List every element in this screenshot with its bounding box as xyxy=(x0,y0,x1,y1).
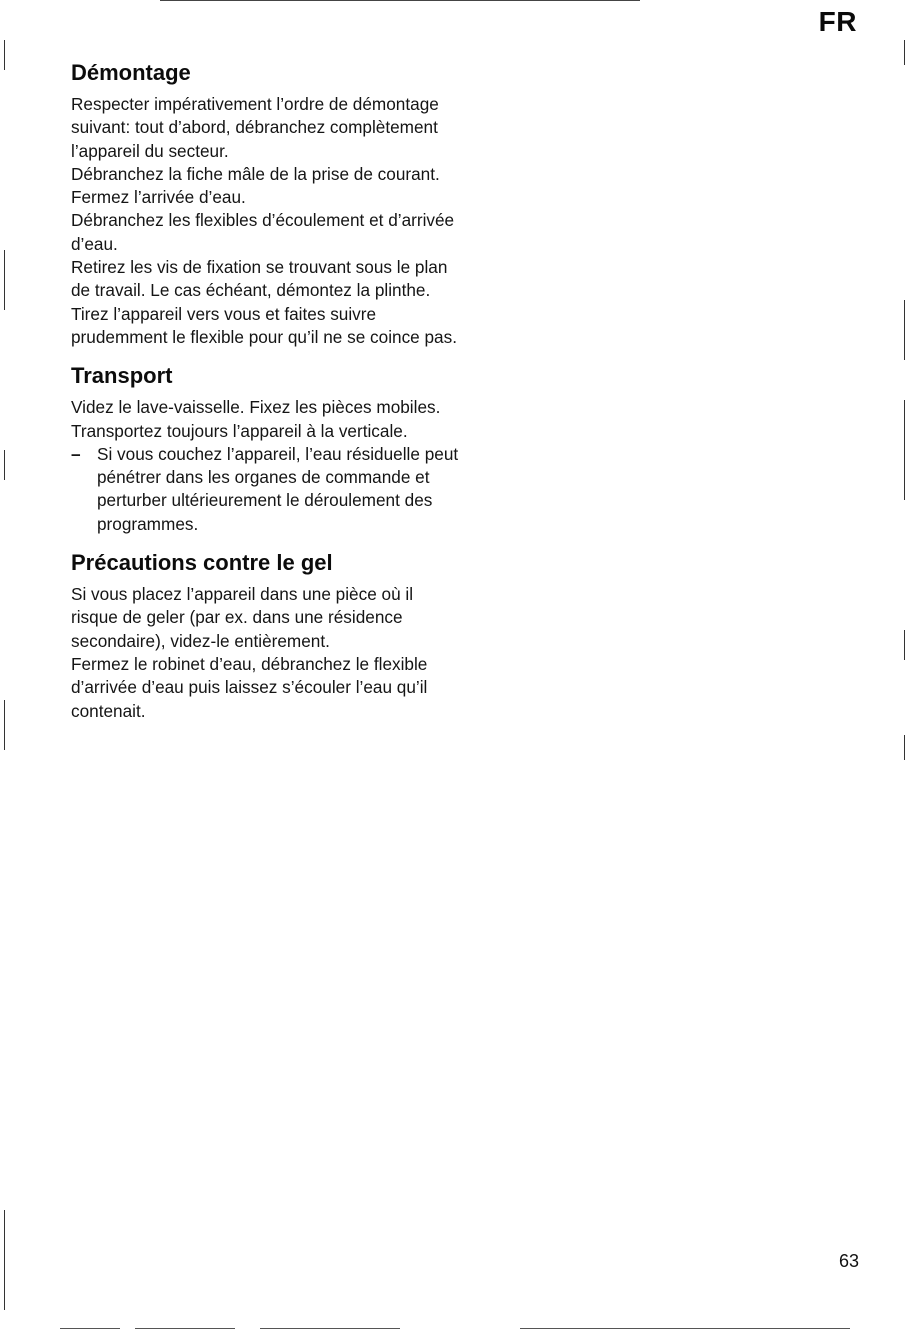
scan-margin-line xyxy=(904,40,905,65)
scan-margin-line xyxy=(904,400,905,500)
bottom-rule xyxy=(260,1328,400,1329)
bottom-rule xyxy=(520,1328,850,1329)
scan-margin-line xyxy=(4,700,5,750)
scan-margin-line xyxy=(4,450,5,480)
section-title: Démontage xyxy=(71,60,191,85)
paragraph: Respecter impérativement l’ordre de démontage suivant: tout d’abord, débranchez complètement l’appareil du secteur. xyxy=(71,94,439,161)
language-badge: FR xyxy=(818,6,857,37)
paragraph: Videz le lave-vaisselle. Fixez les pièces mobiles. Transportez toujours l’appareil à la verticale. xyxy=(71,397,441,441)
bullet-item xyxy=(71,443,461,536)
paragraph: Débranchez la fiche mâle de la prise de courant. xyxy=(71,163,440,184)
scan-margin-line xyxy=(4,250,5,310)
top-rule xyxy=(160,0,640,1)
bullet-text: Si vous couchez l’appareil, l’eau résiduelle peut pénétrer dans les organes de commande et perturber ultérieurement le déroulement des programmes. xyxy=(97,443,459,534)
scan-margin-line xyxy=(4,40,5,70)
section-transport xyxy=(71,361,461,536)
scan-margin-line xyxy=(904,735,905,760)
section-title: Précautions contre le gel xyxy=(71,550,333,576)
scan-margin-line xyxy=(904,300,905,360)
section-gel xyxy=(71,548,461,723)
page-number: 63 xyxy=(838,1251,859,1271)
dash-bullet-icon: – xyxy=(71,443,81,464)
bottom-rule xyxy=(60,1328,120,1329)
document-body xyxy=(71,58,461,735)
paragraph: Fermez l’arrivée d’eau. xyxy=(71,187,246,208)
paragraph: Débranchez les flexibles d’écoulement et d’arrivée d’eau. xyxy=(71,210,455,254)
section-demontage xyxy=(71,58,461,349)
scan-margin-line xyxy=(4,1210,5,1310)
paragraph: Retirez les vis de fixation se trouvant sous le plan de travail. Le cas échéant, démontez la plinthe. xyxy=(71,257,448,301)
paragraph: Fermez le robinet d’eau, débranchez le flexible d’arrivée d’eau puis laissez s’écouler l’eau qu’il contenait. xyxy=(71,653,428,721)
paragraph: Si vous placez l’appareil dans une pièce où il risque de geler (par ex. dans une résidence secondaire), videz-le entièrement. xyxy=(71,584,414,651)
scan-margin-line xyxy=(904,630,905,660)
bottom-rule xyxy=(135,1328,235,1329)
paragraph: Tirez l’appareil vers vous et faites suivre prudemment le flexible pour qu’il ne se coince pas. xyxy=(71,303,457,347)
section-title: Transport xyxy=(71,363,173,389)
